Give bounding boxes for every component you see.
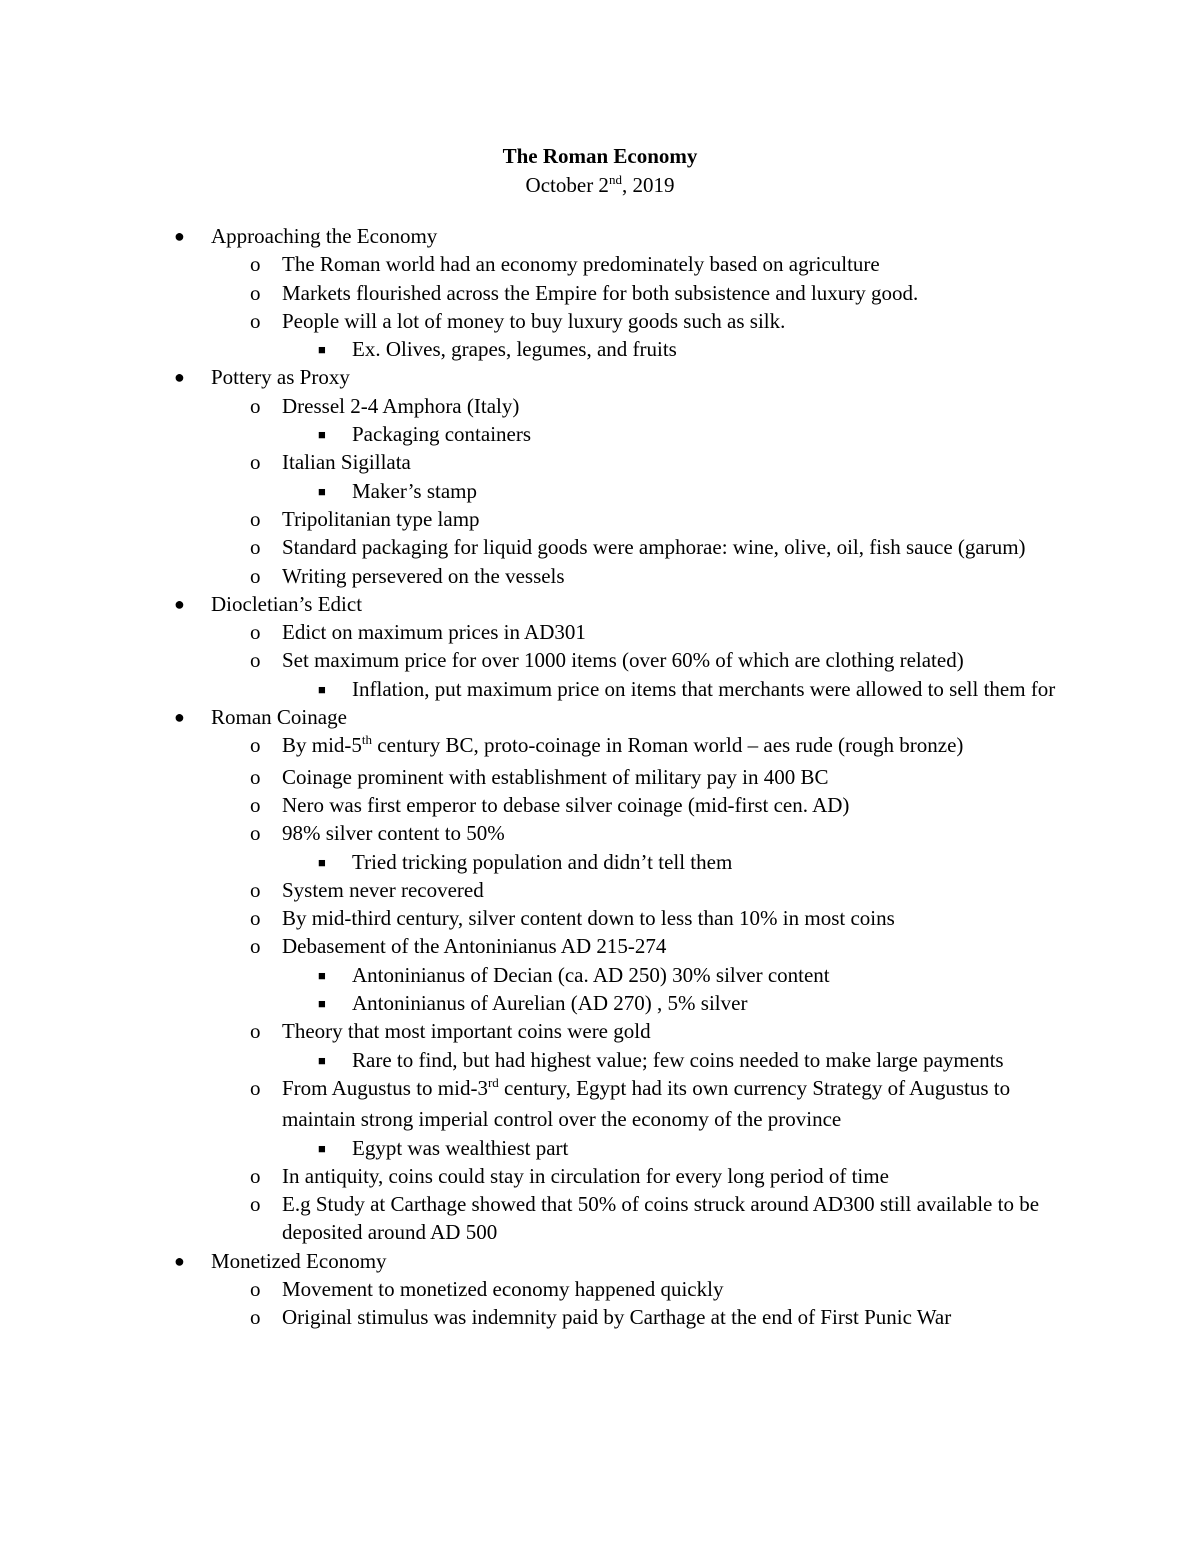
bullet-marker: o: [250, 1276, 261, 1301]
bullet-marker: ■: [318, 854, 326, 870]
bullet-marker: o: [250, 450, 261, 475]
sub-point: [0, 618, 1200, 646]
outline-text: From Augustus to mid-3rd century, Egypt had its own currency Strategy of Augustus to maintain strong imperial control over the economy of the province: [282, 1074, 1011, 1132]
sub-point: [0, 448, 1200, 476]
sub-point: [0, 505, 1200, 533]
outline-text: Packaging containers: [352, 422, 532, 447]
outline-text: Roman Coinage: [211, 705, 347, 730]
sub-point: [0, 392, 1200, 420]
sub-point: [0, 791, 1200, 819]
bullet-marker: ■: [318, 681, 326, 697]
outline-text: Antoninianus of Aurelian (AD 270) , 5% silver: [352, 991, 748, 1016]
bullet-marker: o: [250, 906, 261, 931]
ordinal-suffix: rd: [487, 1074, 499, 1090]
bullet-marker: o: [250, 563, 261, 588]
outline-text: Nero was first emperor to debase silver coinage (mid-first cen. AD): [282, 792, 850, 817]
sub-point: [0, 307, 1200, 335]
bullet-marker: ●: [174, 1250, 185, 1271]
bullet-marker: o: [250, 733, 261, 758]
date-year: , 2019: [621, 173, 675, 197]
outline-text: Coinage prominent with establishment of military pay in 400 BC: [282, 764, 829, 789]
outline-text: Theory that most important coins were gold: [282, 1019, 651, 1044]
sub-point: [0, 1074, 1200, 1134]
sub-point: [0, 1303, 1200, 1331]
bullet-marker: ■: [318, 342, 326, 358]
bullet-marker: ●: [174, 593, 185, 614]
detail-point: [0, 675, 1200, 703]
bullet-marker: o: [250, 821, 261, 846]
document-title: The Roman Economy: [502, 144, 698, 168]
sub-point: [0, 646, 1200, 674]
bullet-marker: o: [250, 934, 261, 959]
sub-point: [0, 1190, 1200, 1247]
outline-text: Ex. Olives, grapes, legumes, and fruits: [352, 337, 677, 362]
sub-point: [0, 533, 1200, 561]
bullet-marker: o: [250, 1075, 261, 1100]
detail-point: [0, 989, 1200, 1017]
detail-point: [0, 1046, 1200, 1074]
outline-text: Approaching the Economy: [211, 224, 438, 248]
outline-text: Maker’s stamp: [352, 478, 478, 503]
outline-text: By mid-third century, silver content down to less than 10% in most coins: [282, 906, 895, 931]
bullet-marker: o: [250, 393, 261, 418]
sub-point: [0, 876, 1200, 904]
date-main: October 2: [525, 173, 609, 197]
outline-text: Debasement of the Antoninianus AD 215-274: [282, 934, 667, 959]
bullet-marker: o: [250, 1019, 261, 1044]
outline-text: Antoninianus of Decian (ca. AD 250) 30% silver content: [352, 962, 830, 987]
bullet-marker: o: [250, 792, 261, 817]
bullet-marker: o: [250, 620, 261, 645]
outline-text: Set maximum price for over 1000 items (over 60% of which are clothing related): [282, 648, 964, 673]
bullet-marker: o: [250, 506, 261, 531]
outline-text: The Roman world had an economy predominately based on agriculture: [282, 252, 880, 277]
bullet-marker: ■: [318, 427, 326, 443]
outline-text: Edict on maximum prices in AD301: [282, 620, 586, 645]
detail-point: [0, 848, 1200, 876]
sub-point: [0, 932, 1200, 960]
bullet-marker: ●: [174, 226, 185, 246]
detail-point: [0, 420, 1200, 448]
outline-text: Tripolitanian type lamp: [282, 506, 480, 531]
bullet-marker: o: [250, 535, 261, 560]
section-heading: [0, 363, 1200, 391]
date-ordinal: nd: [608, 172, 622, 187]
outline-text: Tried tricking population and didn’t tell them: [352, 849, 733, 874]
bullet-marker: ■: [318, 1140, 326, 1156]
document-date: [0, 170, 1200, 203]
sub-point: [0, 279, 1200, 307]
detail-point: [0, 1134, 1200, 1162]
bullet-marker: ●: [174, 707, 185, 728]
outline-text: Egypt was wealthiest part: [352, 1135, 569, 1160]
outline-text: Original stimulus was indemnity paid by Carthage at the end of First Punic War: [282, 1305, 952, 1330]
sub-point: [0, 250, 1200, 278]
detail-point: [0, 961, 1200, 989]
outline-text: Monetized Economy: [211, 1248, 387, 1273]
outline-text: E.g Study at Carthage showed that 50% of coins struck around AD300 still available to be deposited around AD 500: [282, 1192, 1040, 1245]
outline-text: By mid-5th century BC, proto-coinage in Roman world – aes rude (rough bronze): [282, 732, 964, 758]
outline-text: Inflation, put maximum price on items that merchants were allowed to sell them for: [352, 676, 1056, 701]
detail-point: [0, 335, 1200, 363]
sub-point: [0, 731, 1200, 762]
outline-text: Dressel 2-4 Amphora (Italy): [282, 393, 520, 418]
bullet-marker: o: [250, 280, 261, 305]
section-heading: [0, 590, 1200, 618]
detail-point: [0, 477, 1200, 505]
bullet-marker: ●: [174, 367, 185, 388]
outline-text: Writing persevered on the vessels: [282, 563, 565, 588]
section-heading: [0, 222, 1200, 250]
outline-text: Movement to monetized economy happened quickly: [282, 1276, 724, 1301]
bullet-marker: o: [250, 1192, 261, 1217]
bullet-marker: o: [250, 764, 261, 789]
sub-point: [0, 562, 1200, 590]
bullet-marker: ■: [318, 967, 326, 983]
section-heading: [0, 703, 1200, 731]
sub-point: [0, 819, 1200, 847]
bullet-marker: ■: [318, 1052, 326, 1068]
outline-text: In antiquity, coins could stay in circulation for every long period of time: [282, 1163, 889, 1188]
sub-point: [0, 1162, 1200, 1190]
sub-point: [0, 904, 1200, 932]
sub-point: [0, 1017, 1200, 1045]
bullet-marker: ■: [318, 996, 326, 1012]
ordinal-suffix: th: [361, 732, 373, 748]
bullet-marker: o: [250, 1163, 261, 1188]
bullet-marker: o: [250, 877, 261, 902]
outline-text: People will a lot of money to buy luxury goods such as silk.: [282, 308, 786, 333]
bullet-marker: o: [250, 252, 261, 277]
bullet-marker: ■: [318, 483, 326, 499]
outline-text: Markets flourished across the Empire for both subsistence and luxury good.: [282, 280, 919, 305]
outline-text: Standard packaging for liquid goods were amphorae: wine, olive, oil, fish sauce (garum): [282, 535, 1026, 560]
outline-text: System never recovered: [282, 877, 484, 902]
notes-outline: [0, 222, 1200, 1332]
section-heading: [0, 1247, 1200, 1275]
outline-text: Italian Sigillata: [282, 450, 411, 475]
outline-text: Pottery as Proxy: [211, 365, 350, 390]
sub-point: [0, 1275, 1200, 1303]
sub-point: [0, 763, 1200, 791]
outline-text: Diocletian’s Edict: [211, 591, 363, 616]
outline-text: 98% silver content to 50%: [282, 821, 505, 846]
bullet-marker: o: [250, 648, 261, 673]
outline-text: Rare to find, but had highest value; few coins needed to make large payments: [352, 1047, 1004, 1072]
bullet-marker: o: [250, 1305, 261, 1330]
bullet-marker: o: [250, 308, 261, 333]
